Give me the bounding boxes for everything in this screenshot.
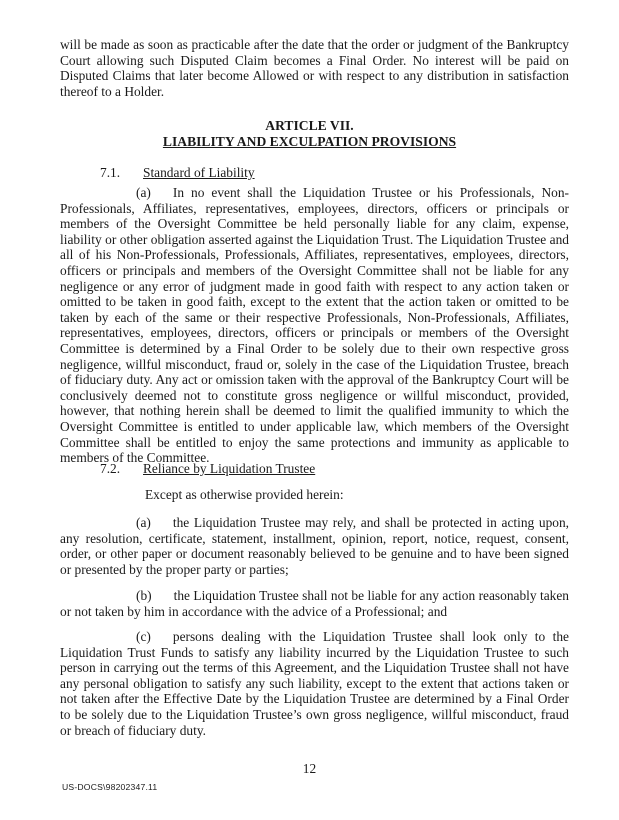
paragraph-text: In no event shall the Liquidation Trustee or his Professionals, Non-Professionals, Affiliates, representatives, employees, directors, officers or principals or members of the Oversight Committee be held personally liable for any claim, expense, liability or other obligation asserted against the Liquidation Trust. The Liquidation Trustee and all of his Non-Professionals, Professionals, Affiliates, representatives, employees, directors, officers or principals and members of the Oversight Committee shall not be liable for any negligence or any error of judgment made in good faith with respect to any action taken or omitted to be taken in good faith, except to the extent that the action taken or omitted to be taken by each of the same or their respective Professionals, Non-Professionals, Affiliates, representatives, employees, directors, officers or principals or members of the Oversight Committee is determined by a Final Order to be solely due to their own respective gross negligence, willful misconduct, fraud or, solely in the case of the Liquidation Trustee, breach of fiduciary duty. Any act or omission taken with the approval of the Bankruptcy Court will be conclusively deemed not to constitute gross negligence or willful misconduct, provided, however, that nothing herein shall be deemed to limit the qualified immunity to which the Oversight Committee is entitled to under applicable law, which members of the Oversight Committee shall be entitled to enjoy the same protections and immunity as applicable to members of the Committee. (60, 185, 569, 466)
section-7-2-paragraph-b (60, 588, 569, 619)
paragraph-text: the Liquidation Trustee may rely, and shall be protected in acting upon, any resolution, certificate, statement, installment, opinion, report, notice, request, consent, order, or other paper or document reasonably believed to be genuine and to have been signed or presented by the proper party or parties; (60, 515, 569, 577)
article-title: LIABILITY AND EXCULPATION PROVISIONS (162, 134, 457, 149)
section-7-2-lead-in: Except as otherwise provided herein: (145, 487, 344, 502)
paragraph-text: the Liquidation Trustee shall not be liable for any action reasonably taken or not taken by him in accordance with the advice of a Professional; and (60, 588, 569, 619)
paragraph-label: (a) (136, 185, 151, 200)
page-number: 12 (302, 761, 317, 776)
paragraph-label: (c) (136, 629, 151, 644)
article-number: ARTICLE VII. (265, 118, 354, 133)
section-7-2-paragraph-c (60, 629, 569, 738)
section-title: Standard of Liability (143, 165, 255, 180)
section-title: Reliance by Liquidation Trustee (143, 461, 316, 476)
paragraph-label: (a) (136, 515, 151, 530)
intro-paragraph: will be made as soon as practicable after the date that the order or judgment of the Bankruptcy Court allowing such Disputed Claim becomes a Final Order. No interest will be paid on Disputed Claims that later become Allowed or with respect to any distribution in satisfaction thereof to a Holder. (60, 37, 569, 99)
section-number: 7.1. (100, 165, 121, 180)
paragraph-label: (b) (136, 588, 152, 603)
paragraph-text: persons dealing with the Liquidation Trustee shall look only to the Liquidation Trust Funds to satisfy any liability incurred by the Liquidation Trustee to such person in carrying out the terms of this Agreement, and the Liquidation Trustee shall not have any personal obligation to satisfy any such liability, except to the extent that actions taken or not taken after the Effective Date by the Liquidation Trustee are determined by a Final Order to be solely due to the Liquidation Trustee’s own gross negligence, willful misconduct, fraud or breach of fiduciary duty. (60, 629, 569, 738)
section-7-2-heading (100, 461, 315, 476)
section-7-2-paragraph-a (60, 515, 569, 577)
document-id: US-DOCS\98202347.11 (62, 782, 158, 792)
section-7-1-paragraph-a (60, 185, 569, 466)
section-number: 7.2. (100, 461, 121, 476)
section-7-1-heading (100, 165, 255, 180)
